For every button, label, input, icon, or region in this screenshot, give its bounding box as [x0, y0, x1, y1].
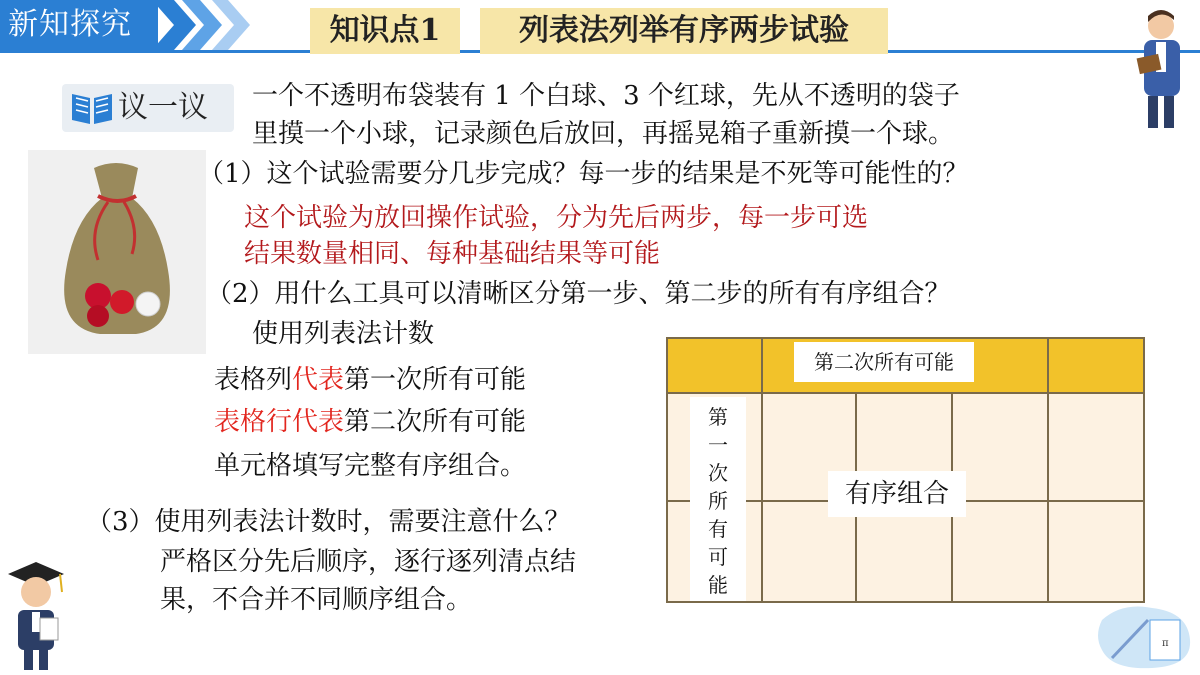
table-side-label: [690, 397, 746, 601]
row-meaning-line: [214, 404, 526, 440]
problem-line-2: 里摸一个小球，记录颜色后放回，再摇晃箱子重新摸一个球。: [252, 119, 955, 149]
open-book-icon: [68, 88, 116, 128]
teacher-illustration: [1126, 6, 1196, 130]
answer-2: 使用列表法计数: [252, 319, 435, 349]
answer-3-line-2: 果，不合并不同顺序组合。: [160, 585, 473, 615]
question-1: （1）这个试验需要分几步完成？每一步的结果是不死等可能性的？: [198, 159, 969, 189]
row-suffix: 第二次所有可能: [344, 407, 527, 437]
side-char: 次: [708, 461, 728, 485]
table-center-label: 有序组合: [828, 471, 966, 517]
side-char: 能: [708, 573, 728, 597]
section-title: 新知探究: [8, 7, 132, 42]
cell-meaning-line: 单元格填写完整有序组合。: [214, 451, 527, 481]
ball-bag-icon: [28, 150, 206, 354]
student-illustration: [4, 556, 68, 672]
problem-line-1: 一个不透明布袋装有 1 个白球、3 个红球，先从不透明的袋子: [252, 81, 960, 111]
bag-image: [28, 150, 206, 354]
chevron-arrows-icon: [152, 0, 262, 50]
svg-text:π: π: [1162, 638, 1169, 649]
column-meaning-line: [214, 362, 526, 398]
question-3: （3）使用列表法计数时，需要注意什么？: [86, 507, 571, 537]
side-char: 第: [708, 405, 728, 429]
side-char: 一: [708, 433, 728, 457]
topic-title: 列表法列举有序两步试验: [480, 8, 888, 54]
row-highlight: 表格行代表: [214, 407, 345, 437]
table-header-label: 第二次所有可能: [794, 342, 974, 382]
side-char: 所: [708, 489, 728, 513]
answer-1-line-2: 结果数量相同、每种基础结果等可能: [244, 239, 661, 269]
column-prefix: 表格列: [214, 365, 293, 395]
math-doodle-icon: [1092, 600, 1196, 672]
side-char: 有: [708, 517, 728, 541]
column-highlight: 代表: [292, 365, 345, 395]
answer-3-line-1: 严格区分先后顺序，逐行逐列清点结: [160, 547, 577, 577]
answer-1-line-1: 这个试验为放回操作试验，分为先后两步，每一步可选: [244, 203, 869, 233]
column-suffix: 第一次所有可能: [344, 365, 527, 395]
question-2: （2）用什么工具可以清晰区分第一步、第二步的所有有序组合？: [206, 279, 951, 309]
discuss-label: 议一议: [118, 90, 208, 125]
side-char: 可: [708, 545, 728, 569]
knowledge-point-title: 知识点1: [310, 8, 460, 54]
